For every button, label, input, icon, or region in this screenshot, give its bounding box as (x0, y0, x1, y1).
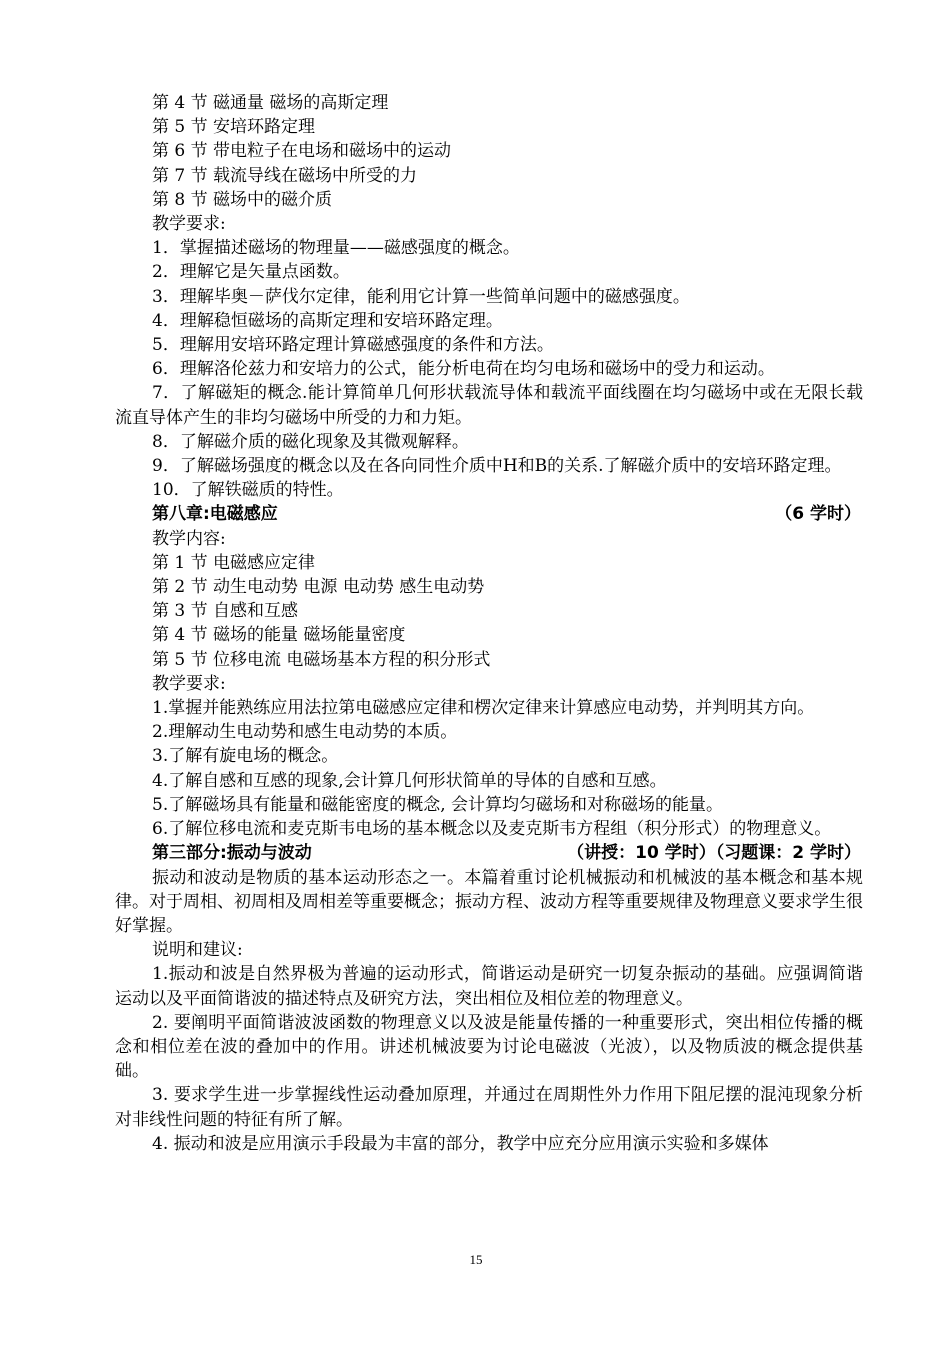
requirement-item: 9．了解磁场强度的概念以及在各向同性介质中H和B的关系.了解磁介质中的安培环路定理。 (152, 456, 842, 477)
section-item: 第 3 节 自感和互感 (152, 601, 299, 622)
page-body (115, 91, 863, 1156)
requirement-item: 8．了解磁介质的磁化现象及其微观解释。 (152, 431, 469, 452)
requirement-item: 6.了解位移电流和麦克斯韦电场的基本概念以及麦克斯韦方程组（积分形式）的物理意义。 (152, 819, 832, 840)
section-item: 第 6 节 带电粒子在电场和磁场中的运动 (152, 141, 452, 162)
requirement-item: 4．理解稳恒磁场的高斯定理和安培环路定理。 (152, 310, 503, 331)
note-paragraph: 2. 要阐明平面简谐波波函数的物理意义以及波是能量传播的一种重要形式，突出相位传播的概念和相位差在波的叠加中的作用。讲述机械波要为讨论电磁波（光波），以及物质波的概念提供基础。 (115, 1012, 863, 1082)
requirement-item: 4.了解自感和互感的现象,会计算几何形状简单的导体的自感和互感。 (152, 770, 667, 791)
section-item: 第 4 节 磁场的能量 磁场能量密度 (152, 625, 406, 646)
note-paragraph: 1.振动和波是自然界极为普遍的运动形式，简谐运动是研究一切复杂振动的基础。应强调简谐运动以及平面简谐波的描述特点及研究方法，突出相位及相位差的物理意义。 (115, 964, 863, 1009)
requirement-item: 1．掌握描述磁场的物理量——磁感强度的概念。 (152, 238, 520, 259)
section-item: 第 1 节 电磁感应定律 (152, 552, 316, 573)
intro-paragraph: 振动和波动是物质的基本运动形态之一。本篇着重讨论机械振动和机械波的基本概念和基本规律。对于周相、初周相及周相差等重要概念；振动方程、波动方程等重要规律及物理意义要求学生很好掌握。 (115, 867, 863, 936)
note-paragraph: 4. 振动和波是应用演示手段最为丰富的部分，教学中应充分应用演示实验和多媒体 (152, 1133, 769, 1154)
section-item: 第 2 节 动生电动势 电源 电动势 感生电动势 (152, 577, 485, 598)
notes-label: 说明和建议: (152, 940, 243, 961)
requirement-item: 5.了解磁场具有能量和磁能密度的概念, 会计算均匀磁场和对称磁场的能量。 (152, 794, 724, 815)
requirement-item: 2.理解动生电动势和感生电动势的本质。 (152, 722, 458, 743)
requirements-label: 教学要求: (152, 673, 226, 694)
requirement-item: 3．理解毕奥－萨伐尔定律，能利用它计算一些简单问题中的磁感强度。 (152, 286, 690, 307)
requirement-item: 3.了解有旋电场的概念。 (152, 746, 339, 767)
chapter-heading (115, 502, 863, 526)
requirements-label: 教学要求: (152, 214, 226, 235)
section-item: 第 5 节 位移电流 电磁场基本方程的积分形式 (152, 649, 491, 670)
requirement-item: 10．了解铁磁质的特性。 (152, 480, 344, 501)
section-item: 第 5 节 安培环路定理 (152, 117, 316, 138)
requirement-item: 7．了解磁矩的概念.能计算简单几何形状载流导体和载流平面线圈在均匀磁场中或在无限长载流直导体产生的非均匀磁场中所受的力和力矩。 (115, 383, 863, 428)
section-item: 第 7 节 载流导线在磁场中所受的力 (152, 165, 418, 186)
chapter-hours: （6 学时） (775, 504, 861, 525)
chapter-title: 第八章:电磁感应 (152, 504, 278, 525)
requirement-item: 5．理解用安培环路定理计算磁感强度的条件和方法。 (152, 335, 554, 356)
note-paragraph: 3. 要求学生进一步掌握线性运动叠加原理，并通过在周期性外力作用下阻尼摆的混沌现象分析对非线性问题的特征有所了解。 (115, 1085, 863, 1130)
part-title: 第三部分:振动与波动 (152, 843, 312, 864)
requirement-item: 6．理解洛伦兹力和安培力的公式，能分析电荷在均匀电场和磁场中的受力和运动。 (152, 359, 775, 380)
page-number: 15 (469, 1252, 483, 1267)
requirement-item: 2．理解它是矢量点函数。 (152, 262, 350, 283)
part-hours: （讲授：10 学时）（习题课：2 学时） (567, 843, 861, 864)
content-label: 教学内容: (152, 528, 226, 549)
section-item: 第 4 节 磁通量 磁场的高斯定理 (152, 93, 389, 113)
section-item: 第 8 节 磁场中的磁介质 (152, 189, 333, 210)
requirement-item: 1.掌握并能熟练应用法拉第电磁感应定律和楞次定律来计算感应电动势，并判明其方向。 (152, 698, 815, 719)
part-heading (115, 841, 863, 865)
